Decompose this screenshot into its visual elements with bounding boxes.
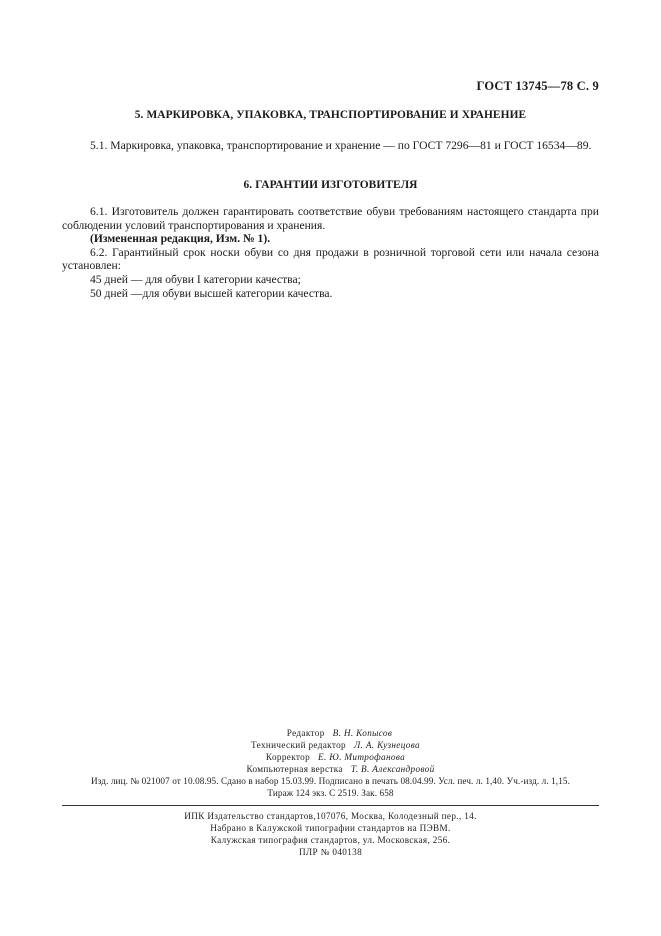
credit-corrector <box>0 751 661 763</box>
publishing-line-2: Тираж 124 экз. С 2519. Зак. 658 <box>267 788 394 798</box>
credit-editor-name: В. Н. Копысов <box>332 728 393 738</box>
publishing-line-1: Изд. лиц. № 021007 от 10.08.95. Сдано в набор 15.03.99. Подписано в печать 08.04.99. Усл. печ. л. 1,40. Уч.-изд. л. 1,15. <box>91 776 570 786</box>
credit-tech-editor-name: Л. А. Кузнецова <box>353 740 420 750</box>
credit-corrector-name: Е. Ю. Митрофанова <box>317 752 406 762</box>
warranty-item-2: 50 дней —для обуви высшей категории качества. <box>90 286 333 300</box>
printer-line-4: ПЛР № 040138 <box>298 847 363 857</box>
paragraph-5-1: 5.1. Маркировка, упаковка, транспортирование и хранение — по ГОСТ 7296—81 и ГОСТ 16534—89. <box>90 139 592 152</box>
section-5-title: 5. МАРКИРОВКА, УПАКОВКА, ТРАНСПОРТИРОВАНИЕ И ХРАНЕНИЕ <box>134 109 527 121</box>
divider-line <box>62 805 599 806</box>
credit-corrector-role: Корректор <box>265 752 311 762</box>
paragraph-6-1: 6.1. Изготовитель должен гарантировать соответствие обуви требованиям настоящего стандарта при соблюдении условий транспортирования и хранения. <box>62 205 599 232</box>
credit-layout <box>0 763 661 775</box>
credit-layout-name: Т. В. Александровой <box>350 764 435 774</box>
printer-line-1: ИПК Издательство стандартов,107076, Москва, Колодезный пер., 14. <box>184 811 477 821</box>
credit-tech-editor-role: Технический редактор <box>251 740 347 750</box>
credit-layout-role: Компьютерная верстка <box>246 764 343 774</box>
credit-editor-role: Редактор <box>286 728 325 738</box>
section-6 <box>62 179 599 193</box>
section-6-body <box>62 205 599 300</box>
printer-line-2: Набрано в Калужской типографии стандартов на ПЭВМ. <box>210 823 451 833</box>
printer-details <box>0 810 661 858</box>
revision-note: (Измененная редакция, Изм. № 1). <box>90 232 271 246</box>
section-5 <box>62 109 599 123</box>
paragraph-6-2: 6.2. Гарантийный срок носки обуви со дня продажи в розничной торговой сети или начала сезона установлен: <box>62 245 599 273</box>
credits-block <box>0 727 661 775</box>
section-6-title: 6. ГАРАНТИИ ИЗГОТОВИТЕЛЯ <box>243 179 418 191</box>
credit-editor <box>0 727 661 739</box>
warranty-item-1: 45 дней — для обуви I категории качества; <box>90 272 301 286</box>
page-header-standard-ref: ГОСТ 13745—78 С. 9 <box>476 79 599 93</box>
credit-tech-editor <box>0 739 661 751</box>
section-5-body <box>62 139 599 153</box>
printer-line-3: Калужская типография стандартов, ул. Московская, 256. <box>210 835 451 845</box>
publishing-details <box>62 775 599 799</box>
